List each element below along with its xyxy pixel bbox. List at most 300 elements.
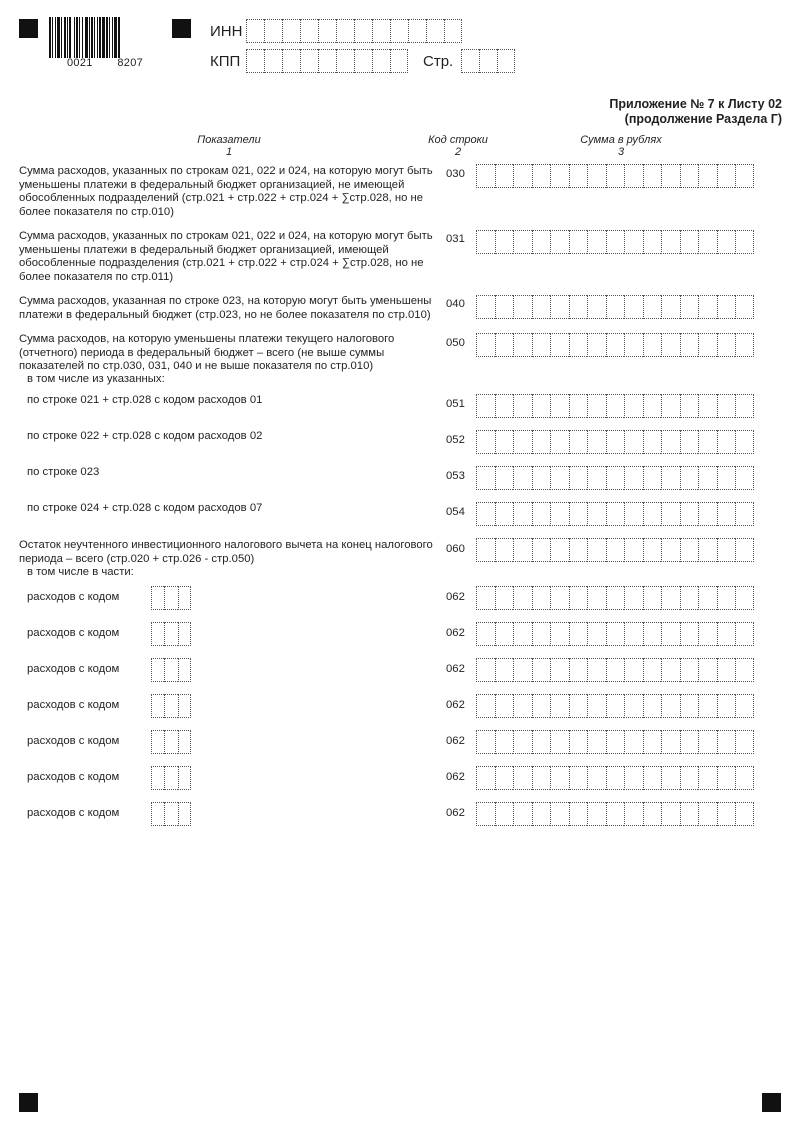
character-cell (550, 658, 569, 682)
character-cell (476, 394, 495, 418)
character-cell (390, 49, 408, 73)
character-cell (717, 658, 736, 682)
character-cell (550, 502, 569, 526)
character-cell (717, 766, 736, 790)
character-cell (164, 730, 177, 754)
character-cell (643, 333, 662, 357)
row-053-description: по строке 023 (27, 466, 100, 478)
character-cell (569, 430, 588, 454)
character-cell (643, 658, 662, 682)
row-031-code: 031 (446, 233, 465, 245)
character-cell (680, 730, 699, 754)
row-053-code: 053 (446, 470, 465, 482)
character-cell (661, 622, 680, 646)
character-cell (151, 658, 164, 682)
character-cell (178, 622, 191, 646)
character-cell (495, 295, 514, 319)
character-cell (624, 730, 643, 754)
character-cell (476, 586, 495, 610)
row-052-amount-field[interactable] (476, 430, 754, 454)
character-cell (643, 694, 662, 718)
row-051-amount-field[interactable] (476, 394, 754, 418)
character-cell (587, 430, 606, 454)
character-cell (550, 295, 569, 319)
character-cell (698, 730, 717, 754)
character-cell (680, 802, 699, 826)
character-cell (178, 658, 191, 682)
row-062-amount-field[interactable] (476, 586, 754, 610)
character-cell (643, 766, 662, 790)
appendix-subtitle: (продолжение Раздела Г) (624, 112, 782, 126)
character-cell (624, 333, 643, 357)
character-cell (164, 694, 177, 718)
character-cell (569, 658, 588, 682)
row-062-expense-code-field[interactable] (151, 694, 191, 718)
character-cell (513, 730, 532, 754)
character-cell (606, 394, 625, 418)
character-cell (680, 164, 699, 188)
barcode-bar (76, 17, 78, 58)
character-cell (300, 19, 318, 43)
row-062-code: 062 (446, 771, 465, 783)
character-cell (735, 502, 754, 526)
character-cell (643, 622, 662, 646)
character-cell (151, 766, 164, 790)
character-cell (624, 394, 643, 418)
character-cell (735, 802, 754, 826)
character-cell (495, 538, 514, 562)
character-cell (624, 502, 643, 526)
character-cell (624, 295, 643, 319)
row-051-description: по строке 021 + стр.028 с кодом расходов 01 (27, 394, 263, 406)
column-header-amount: Сумма в рублях 3 (580, 134, 662, 158)
character-cell (587, 730, 606, 754)
row-050-code: 050 (446, 337, 465, 349)
character-cell (532, 430, 551, 454)
character-cell (735, 694, 754, 718)
row-050-amount-field[interactable] (476, 333, 754, 357)
barcode (49, 17, 162, 58)
row-062-expense-code-field[interactable] (151, 730, 191, 754)
character-cell (735, 394, 754, 418)
character-cell (735, 766, 754, 790)
character-cell (587, 295, 606, 319)
character-cell (698, 333, 717, 357)
row-040-amount-field[interactable] (476, 295, 754, 319)
character-cell (550, 333, 569, 357)
row-062-code: 062 (446, 591, 465, 603)
character-cell (680, 230, 699, 254)
row-062-expense-code-field[interactable] (151, 586, 191, 610)
character-cell (661, 586, 680, 610)
character-cell (513, 658, 532, 682)
character-cell (282, 19, 300, 43)
character-cell (643, 430, 662, 454)
row-052-description: по строке 022 + стр.028 с кодом расходов 02 (27, 430, 263, 442)
row-031-amount-field[interactable] (476, 230, 754, 254)
row-054-description: по строке 024 + стр.028 с кодом расходов 07 (27, 502, 263, 514)
row-062-code: 062 (446, 627, 465, 639)
character-cell (735, 730, 754, 754)
character-cell (476, 694, 495, 718)
character-cell (246, 19, 264, 43)
character-cell (661, 802, 680, 826)
character-cell (587, 164, 606, 188)
row-031-description: Сумма расходов, указанных по строкам 021, 022 и 024, на которую могут быть уменьшены платежи в федеральный бюджет организацией, имеющей обособленные подразделения (стр.021 + стр.022 + стр.024 + ∑стр.028, но не более показателя по стр.011) (19, 230, 433, 283)
barcode-bar (91, 17, 93, 58)
character-cell (661, 502, 680, 526)
row-062-amount-field[interactable] (476, 766, 754, 790)
character-cell (151, 622, 164, 646)
character-cell (587, 766, 606, 790)
character-cell (476, 622, 495, 646)
character-cell (479, 49, 497, 73)
character-cell (569, 622, 588, 646)
character-cell (532, 466, 551, 490)
row-062-code: 062 (446, 807, 465, 819)
character-cell (661, 164, 680, 188)
character-cell (606, 333, 625, 357)
barcode-bar (112, 17, 113, 58)
character-cell (513, 694, 532, 718)
row-062-amount-field[interactable] (476, 802, 754, 826)
character-cell (569, 694, 588, 718)
character-cell (624, 230, 643, 254)
character-cell (495, 622, 514, 646)
row-050-description: Сумма расходов, на которую уменьшены платежи текущего налогового (отчетного) периода в федеральный бюджет – всего (не выше суммы показателей по стр.030, 031, 040 и не выше показателя по стр.010) (19, 333, 395, 372)
character-cell (698, 295, 717, 319)
character-cell (495, 766, 514, 790)
character-cell (717, 502, 736, 526)
barcode-bar (74, 17, 75, 58)
barcode-bar (102, 17, 105, 58)
character-cell (246, 49, 264, 73)
character-cell (476, 295, 495, 319)
corner-marker-top-right (172, 19, 191, 38)
character-cell (550, 622, 569, 646)
character-cell (513, 622, 532, 646)
inn-field[interactable] (246, 19, 462, 43)
character-cell (624, 766, 643, 790)
character-cell (495, 430, 514, 454)
character-cell (717, 230, 736, 254)
character-cell (680, 466, 699, 490)
character-cell (587, 802, 606, 826)
character-cell (661, 694, 680, 718)
character-cell (532, 802, 551, 826)
barcode-bar (89, 17, 90, 58)
character-cell (735, 538, 754, 562)
character-cell (569, 766, 588, 790)
character-cell (569, 730, 588, 754)
corner-marker-top-left (19, 19, 38, 38)
character-cell (606, 164, 625, 188)
row-040-code: 040 (446, 298, 465, 310)
character-cell (495, 730, 514, 754)
character-cell (624, 466, 643, 490)
character-cell (476, 802, 495, 826)
character-cell (643, 466, 662, 490)
row-051-code: 051 (446, 398, 465, 410)
character-cell (495, 230, 514, 254)
character-cell (606, 586, 625, 610)
character-cell (698, 586, 717, 610)
barcode-bar (118, 17, 120, 58)
character-cell (717, 394, 736, 418)
character-cell (495, 502, 514, 526)
character-cell (606, 658, 625, 682)
character-cell (532, 622, 551, 646)
character-cell (532, 694, 551, 718)
character-cell (164, 622, 177, 646)
row-062-description: расходов с кодом (27, 771, 120, 783)
character-cell (680, 694, 699, 718)
character-cell (513, 586, 532, 610)
character-cell (532, 230, 551, 254)
character-cell (680, 502, 699, 526)
row-062-amount-field[interactable] (476, 694, 754, 718)
character-cell (698, 502, 717, 526)
character-cell (461, 49, 479, 73)
column-header-indicators: Показатели 1 (197, 134, 261, 158)
character-cell (495, 466, 514, 490)
kpp-field[interactable] (246, 49, 408, 73)
character-cell (151, 586, 164, 610)
character-cell (532, 538, 551, 562)
character-cell (495, 694, 514, 718)
character-cell (698, 164, 717, 188)
character-cell (569, 586, 588, 610)
inn-label: ИНН (210, 23, 243, 40)
character-cell (178, 586, 191, 610)
character-cell (606, 502, 625, 526)
barcode-bar (52, 17, 53, 58)
character-cell (680, 586, 699, 610)
row-062-amount-field[interactable] (476, 730, 754, 754)
character-cell (318, 49, 336, 73)
character-cell (587, 658, 606, 682)
character-cell (513, 430, 532, 454)
character-cell (151, 802, 164, 826)
character-cell (426, 19, 444, 43)
character-cell (476, 502, 495, 526)
character-cell (717, 333, 736, 357)
character-cell (476, 538, 495, 562)
row-062-expense-code-field[interactable] (151, 766, 191, 790)
character-cell (661, 466, 680, 490)
row-052-code: 052 (446, 434, 465, 446)
character-cell (698, 694, 717, 718)
barcode-bar (109, 17, 110, 58)
character-cell (587, 466, 606, 490)
character-cell (569, 295, 588, 319)
character-cell (495, 164, 514, 188)
barcode-bar (69, 17, 71, 58)
character-cell (495, 586, 514, 610)
corner-marker-bottom-left (19, 1093, 38, 1112)
character-cell (717, 430, 736, 454)
character-cell (550, 466, 569, 490)
barcode-bar (57, 17, 60, 58)
character-cell (717, 586, 736, 610)
character-cell (513, 230, 532, 254)
row-062-expense-code-field[interactable] (151, 802, 191, 826)
character-cell (513, 466, 532, 490)
barcode-bar (114, 17, 117, 58)
character-cell (532, 658, 551, 682)
character-cell (569, 538, 588, 562)
character-cell (532, 394, 551, 418)
character-cell (151, 694, 164, 718)
character-cell (680, 430, 699, 454)
barcode-bar (49, 17, 51, 58)
character-cell (532, 730, 551, 754)
character-cell (661, 295, 680, 319)
character-cell (643, 502, 662, 526)
character-cell (606, 538, 625, 562)
character-cell (495, 394, 514, 418)
character-cell (476, 730, 495, 754)
character-cell (532, 333, 551, 357)
row-062-description: расходов с кодом (27, 627, 120, 639)
character-cell (569, 230, 588, 254)
character-cell (698, 394, 717, 418)
character-cell (643, 295, 662, 319)
character-cell (698, 658, 717, 682)
character-cell (717, 802, 736, 826)
character-cell (624, 694, 643, 718)
row-062-code: 062 (446, 699, 465, 711)
character-cell (735, 622, 754, 646)
character-cell (550, 230, 569, 254)
character-cell (680, 394, 699, 418)
character-cell (476, 164, 495, 188)
row-062-description: расходов с кодом (27, 663, 120, 675)
character-cell (606, 802, 625, 826)
character-cell (698, 766, 717, 790)
character-cell (661, 333, 680, 357)
character-cell (661, 538, 680, 562)
character-cell (587, 394, 606, 418)
character-cell (164, 658, 177, 682)
character-cell (606, 694, 625, 718)
character-cell (476, 333, 495, 357)
row-062-expense-code-field[interactable] (151, 658, 191, 682)
character-cell (587, 586, 606, 610)
character-cell (569, 394, 588, 418)
character-cell (735, 466, 754, 490)
row-040-description: Сумма расходов, указанная по строке 023, на которую могут быть уменьшены платежи в федеральный бюджет (стр.023, но не более показателя по стр.010) (19, 295, 432, 321)
character-cell (643, 230, 662, 254)
character-cell (532, 586, 551, 610)
row-054-amount-field[interactable] (476, 502, 754, 526)
character-cell (178, 766, 191, 790)
page-number-field[interactable] (461, 49, 515, 73)
row-062-description: расходов с кодом (27, 735, 120, 747)
row-053-amount-field[interactable] (476, 466, 754, 490)
column-header-line-code: Код строки 2 (428, 134, 488, 158)
character-cell (178, 694, 191, 718)
character-cell (717, 622, 736, 646)
barcode-bar (85, 17, 88, 58)
character-cell (624, 658, 643, 682)
kpp-label: КПП (210, 53, 241, 70)
row-062-amount-field[interactable] (476, 658, 754, 682)
character-cell (495, 333, 514, 357)
row-062-description: расходов с кодом (27, 591, 120, 603)
character-cell (661, 730, 680, 754)
character-cell (372, 49, 390, 73)
character-cell (698, 622, 717, 646)
character-cell (569, 466, 588, 490)
character-cell (532, 295, 551, 319)
character-cell (550, 394, 569, 418)
row-030-amount-field[interactable] (476, 164, 754, 188)
character-cell (550, 766, 569, 790)
character-cell (624, 802, 643, 826)
character-cell (513, 333, 532, 357)
character-cell (569, 802, 588, 826)
character-cell (643, 802, 662, 826)
row-050-subheading: в том числе из указанных: (27, 373, 165, 385)
row-062-code: 062 (446, 735, 465, 747)
character-cell (550, 430, 569, 454)
barcode-number (67, 57, 143, 69)
character-cell (550, 538, 569, 562)
row-062-amount-field[interactable] (476, 622, 754, 646)
character-cell (569, 502, 588, 526)
character-cell (698, 230, 717, 254)
character-cell (661, 230, 680, 254)
character-cell (164, 586, 177, 610)
character-cell (495, 802, 514, 826)
character-cell (354, 19, 372, 43)
character-cell (336, 49, 354, 73)
character-cell (698, 466, 717, 490)
character-cell (569, 164, 588, 188)
character-cell (698, 802, 717, 826)
character-cell (408, 19, 426, 43)
character-cell (643, 730, 662, 754)
character-cell (587, 538, 606, 562)
character-cell (164, 802, 177, 826)
character-cell (717, 730, 736, 754)
appendix-title-block (609, 97, 782, 127)
row-060-subheading: в том числе в части: (27, 566, 134, 578)
character-cell (476, 230, 495, 254)
character-cell (532, 164, 551, 188)
row-054-code: 054 (446, 506, 465, 518)
character-cell (680, 538, 699, 562)
character-cell (717, 466, 736, 490)
character-cell (643, 164, 662, 188)
character-cell (698, 430, 717, 454)
character-cell (318, 19, 336, 43)
character-cell (606, 730, 625, 754)
row-060-amount-field[interactable] (476, 538, 754, 562)
character-cell (513, 394, 532, 418)
character-cell (587, 694, 606, 718)
character-cell (606, 466, 625, 490)
barcode-bar (82, 17, 83, 58)
row-062-expense-code-field[interactable] (151, 622, 191, 646)
barcode-number-right: 8207 (117, 57, 144, 69)
barcode-bar (55, 17, 56, 58)
character-cell (354, 49, 372, 73)
character-cell (372, 19, 390, 43)
character-cell (476, 766, 495, 790)
character-cell (698, 538, 717, 562)
